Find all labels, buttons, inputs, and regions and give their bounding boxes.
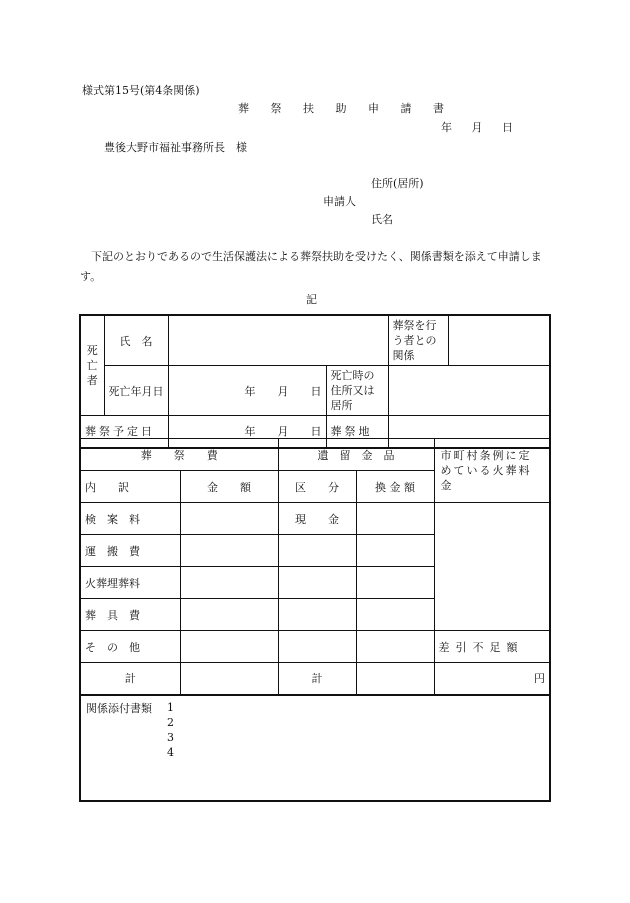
class-field[interactable]: [278, 631, 356, 663]
amount-field[interactable]: [180, 599, 278, 631]
col-converted-header: 換 金 額: [356, 471, 434, 503]
expenses-table: [79, 438, 551, 696]
estate-header: 遺 留 金 品: [278, 439, 434, 471]
row-label: 葬 具 費: [80, 599, 180, 631]
death-address-label: 死亡時の住所又は居所: [326, 366, 388, 416]
municipal-fee-field[interactable]: [434, 503, 550, 631]
attachments-section: [79, 694, 551, 802]
relation-field[interactable]: [448, 315, 550, 366]
death-address-field[interactable]: [388, 366, 550, 416]
col-class-header: 区 分: [278, 471, 356, 503]
applicant-name-label: 氏名: [371, 213, 393, 226]
yen-unit: 円: [534, 672, 545, 686]
death-date-field[interactable]: 年 月 日: [168, 366, 326, 416]
municipal-fee-header: 市町村条例に定めている火葬料金: [434, 439, 550, 503]
class-field[interactable]: [278, 535, 356, 567]
application-statement: 下記のとおりであるので生活保護法による葬祭扶助を受けたく、関係書類を添えて申請します。: [80, 250, 542, 283]
document-title: 葬 祭 扶 助 申 請 書: [238, 102, 453, 115]
amount-field[interactable]: [180, 535, 278, 567]
funeral-date-field[interactable]: 年 月 日: [168, 416, 326, 448]
row-label: そ の 他: [80, 631, 180, 663]
converted-field[interactable]: [356, 535, 434, 567]
attachments-list: [167, 700, 174, 760]
attachment-item-3[interactable]: 3: [167, 731, 174, 744]
amount-field[interactable]: [180, 567, 278, 599]
converted-field[interactable]: [356, 631, 434, 663]
funeral-total-field[interactable]: [180, 663, 278, 695]
death-date-label: 死亡年月日: [104, 366, 168, 416]
amount-field[interactable]: [180, 631, 278, 663]
form-number: 様式第15号(第4条関係): [82, 84, 200, 97]
attachments-label: 関係添付書類: [86, 702, 152, 715]
amount-field[interactable]: [180, 503, 278, 535]
converted-field[interactable]: [356, 567, 434, 599]
estate-total-field[interactable]: [356, 663, 434, 695]
class-field[interactable]: [278, 567, 356, 599]
deceased-name-field[interactable]: [168, 315, 388, 366]
deceased-name-label: 氏 名: [104, 315, 168, 366]
attachment-item-4[interactable]: 4: [167, 746, 174, 759]
converted-field[interactable]: [356, 599, 434, 631]
application-date: 年 月 日: [441, 121, 513, 134]
col-item-header: 内 訳: [80, 471, 180, 503]
class-field[interactable]: [278, 599, 356, 631]
deceased-group-label: 死亡者: [80, 315, 104, 416]
cash-field[interactable]: [356, 503, 434, 535]
row-label: 検 案 料: [80, 503, 180, 535]
funeral-cost-header: 葬 祭 費: [80, 439, 278, 471]
relation-label: 葬祭を行う者との関係: [388, 315, 448, 366]
estate-total-label: 計: [278, 663, 356, 695]
shortfall-label: 差引不足額: [434, 631, 550, 663]
col-amount-header: 金 額: [180, 471, 278, 503]
shortfall-field[interactable]: [434, 663, 550, 695]
attachment-item-1[interactable]: 1: [167, 701, 174, 714]
ki-label: 記: [306, 293, 317, 306]
applicant-address-label: 住所(居所): [371, 177, 424, 190]
row-label: 火葬埋葬料: [80, 567, 180, 599]
applicant-label: 申請人: [323, 195, 356, 208]
funeral-total-label: 計: [80, 663, 180, 695]
deceased-info-table: [79, 314, 551, 449]
funeral-date-label: 葬祭予定日: [80, 416, 168, 448]
attachment-item-2[interactable]: 2: [167, 716, 174, 729]
row-label: 運 搬 費: [80, 535, 180, 567]
funeral-place-label: 葬祭地: [326, 416, 388, 448]
addressee: 豊後大野市福祉事務所長 様: [104, 141, 247, 154]
cash-label: 現 金: [278, 503, 356, 535]
